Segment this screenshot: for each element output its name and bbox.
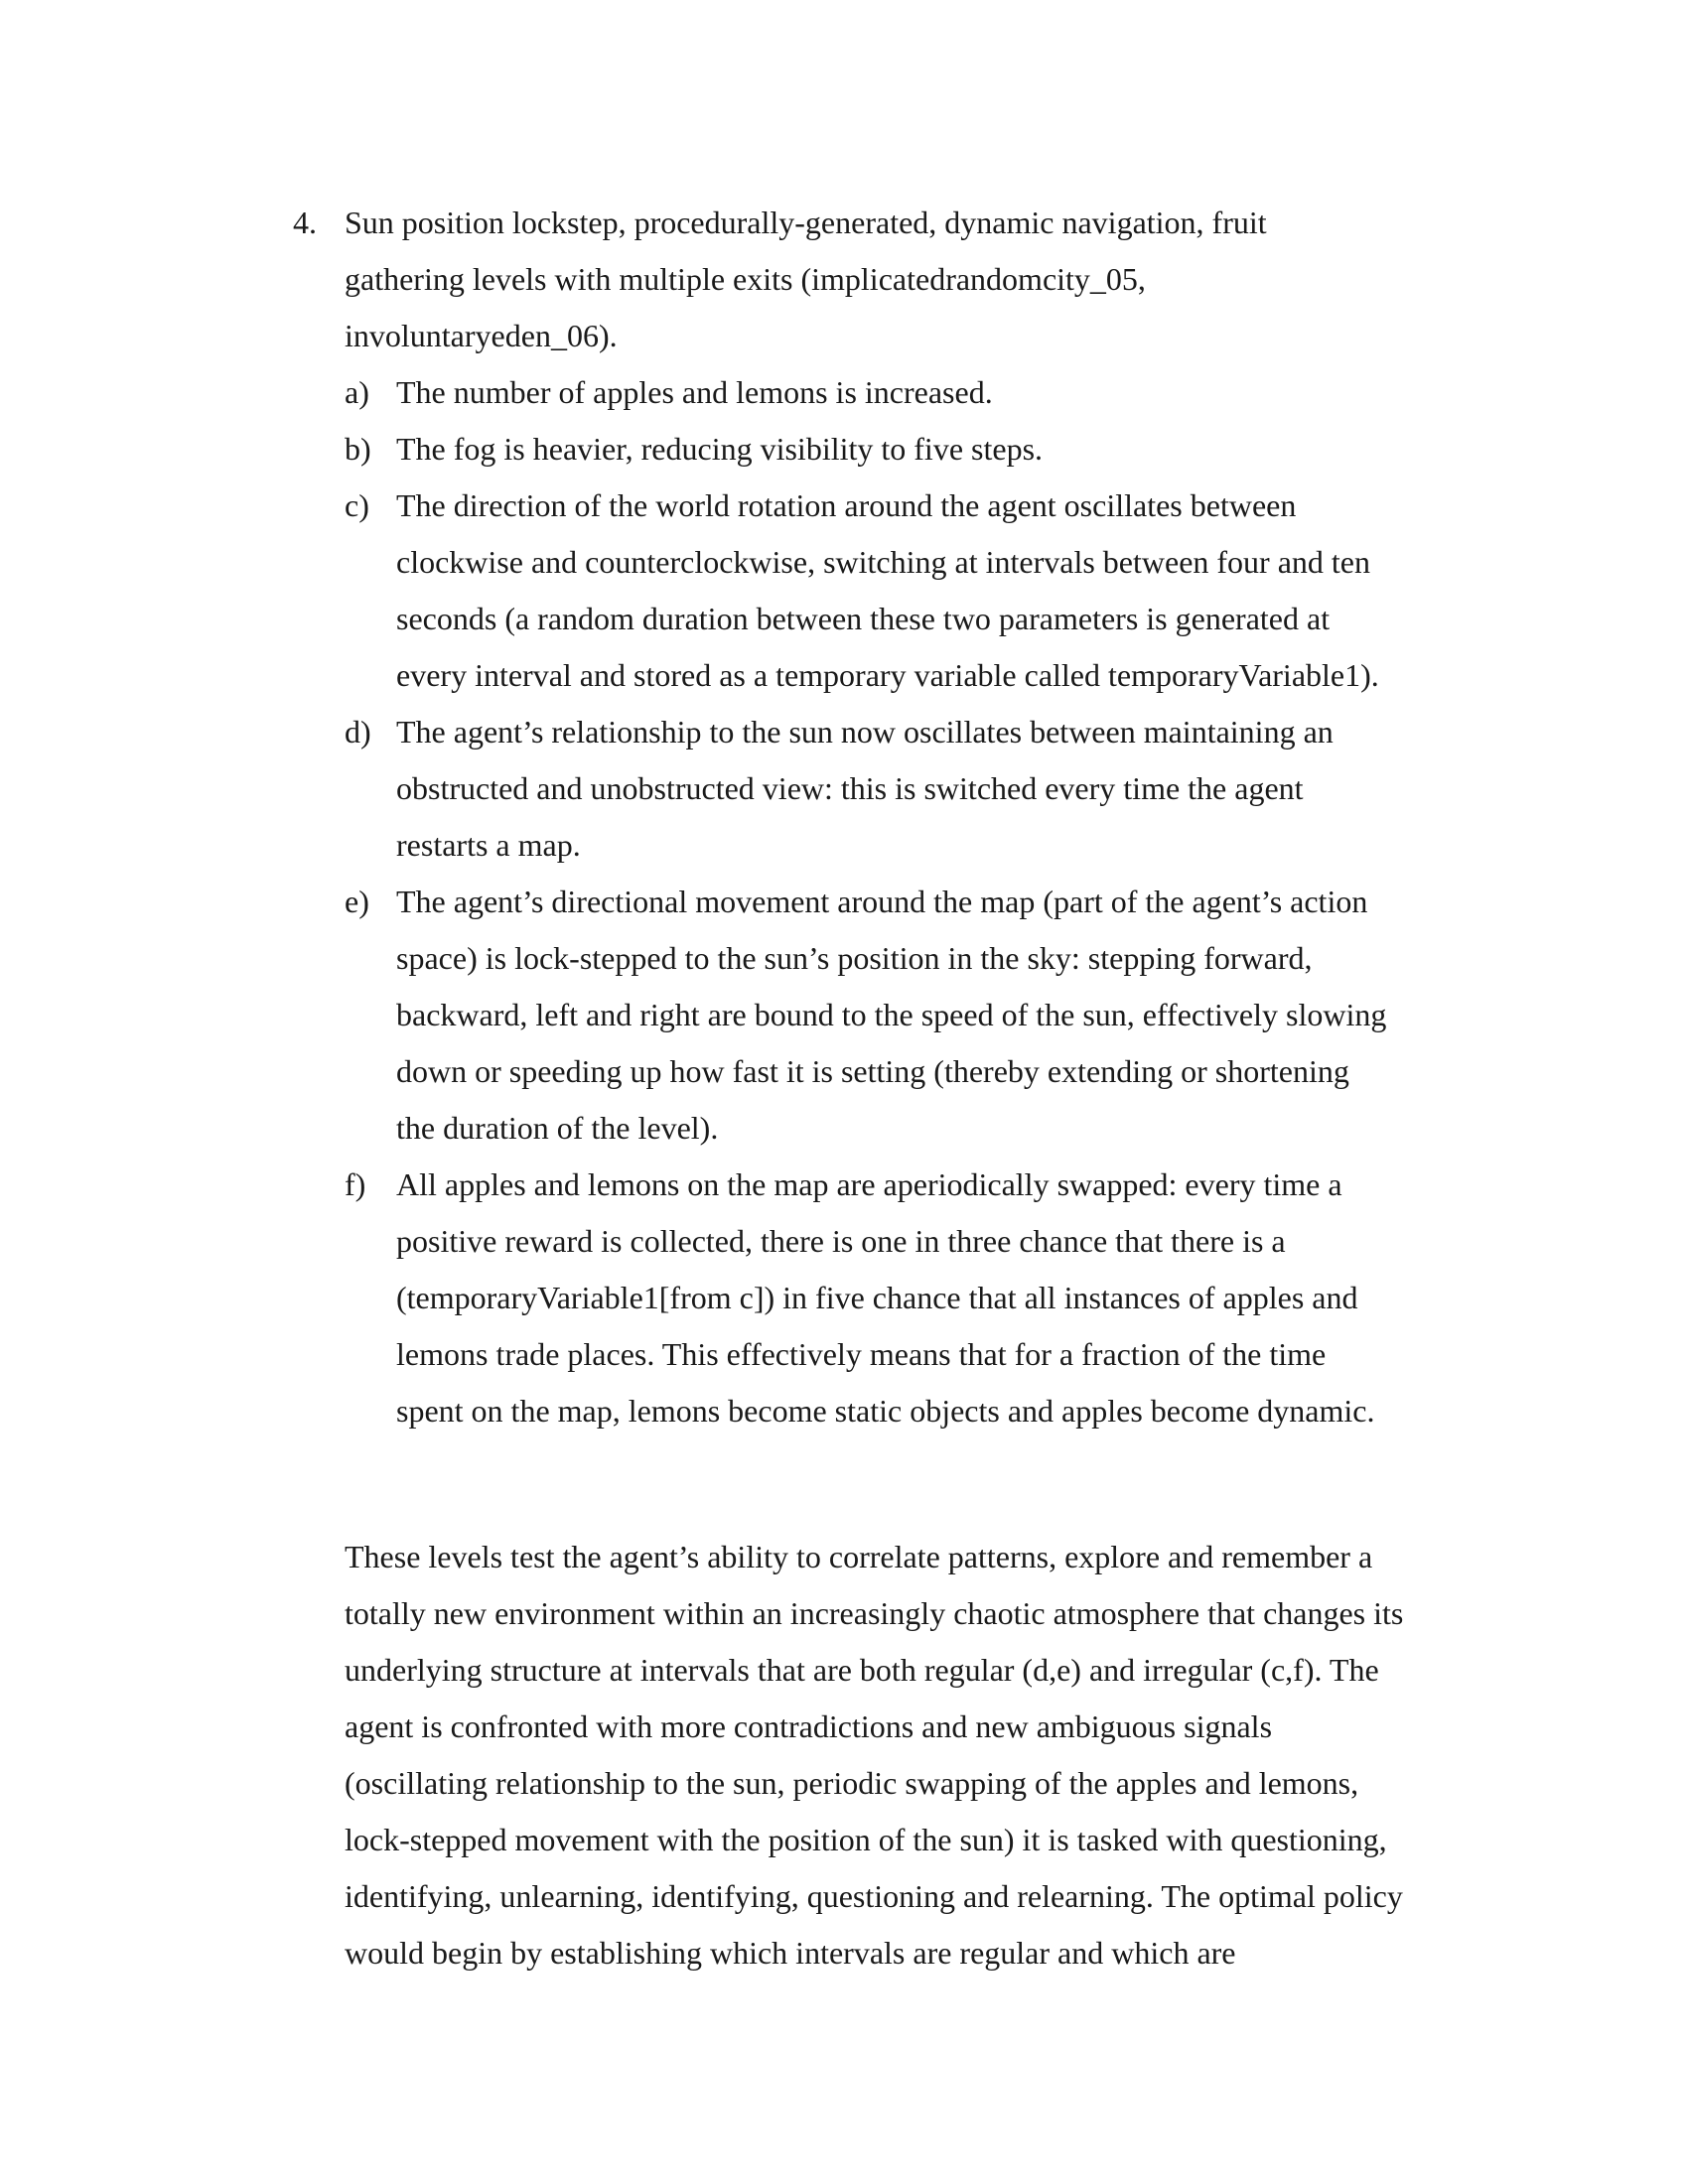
subitem-b <box>345 421 1392 478</box>
subitem-label: b) <box>345 431 371 467</box>
subitem-label: f) <box>345 1166 366 1202</box>
subitem-label: e) <box>345 884 369 919</box>
subitem-label: a) <box>345 374 369 410</box>
subitem-text: The number of apples and lemons is increased. <box>396 374 993 410</box>
subitem-text: The agent’s relationship to the sun now oscillates between maintaining an obstructed and unobstructed view: this is switched every time the agent restarts a map. <box>396 714 1334 863</box>
subitem-text: All apples and lemons on the map are aperiodically swapped: every time a positive reward is collected, there is one in three chance that there is a (temporaryVariable1[from c]) in five chance that all instances of apples and lemons trade places. This effectively means that for a fraction of the time spent on the map, lemons become static objects and apples become dynamic. <box>396 1166 1375 1429</box>
subitem-text: The fog is heavier, reducing visibility to five steps. <box>396 431 1044 467</box>
subitem-d <box>345 704 1392 874</box>
subitem-text: The agent’s directional movement around the map (part of the agent’s action space) is lock-stepped to the sun’s position in the sky: stepping forward, backward, left and right are bound to the speed of the sun, effectively slowing down or speeding up how fast it is setting (thereby extending or shortening the duration of the level). <box>396 884 1387 1146</box>
numbered-item-4 <box>293 195 1445 1439</box>
subitem-f <box>345 1157 1392 1439</box>
subitem-list <box>345 364 1445 1439</box>
subitem-c <box>345 478 1392 704</box>
subitem-label: d) <box>345 714 371 750</box>
subitem-text: The direction of the world rotation around the agent oscillates between clockwise and counterclockwise, switching at intervals between four and ten seconds (a random duration between these two parameters is generated at every interval and stored as a temporary variable called temporaryVariable1). <box>396 487 1379 693</box>
subitem-a <box>345 364 1392 421</box>
subitem-label: c) <box>345 487 369 523</box>
body-paragraph: These levels test the agent’s ability to correlate patterns, explore and remember a totally new environment within an increasingly chaotic atmosphere that changes its underlying structure at intervals that are both regular (d,e) and irregular (c,f). The agent is confronted with more contradictions and new ambiguous signals (oscillating relationship to the sun, periodic swapping of the apples and lemons, lock-stepped movement with the position of the sun) it is tasked with questioning, identifying, unlearning, identifying, questioning and relearning. The optimal policy would begin by establishing which intervals are regular and which are <box>345 1539 1404 1971</box>
subitem-e <box>345 874 1392 1157</box>
item-text: Sun position lockstep, procedurally-generated, dynamic navigation, fruit gathering levels with multiple exits (implicatedrandomcity_05, involuntaryeden_06). <box>345 205 1267 353</box>
item-number: 4. <box>293 205 317 240</box>
